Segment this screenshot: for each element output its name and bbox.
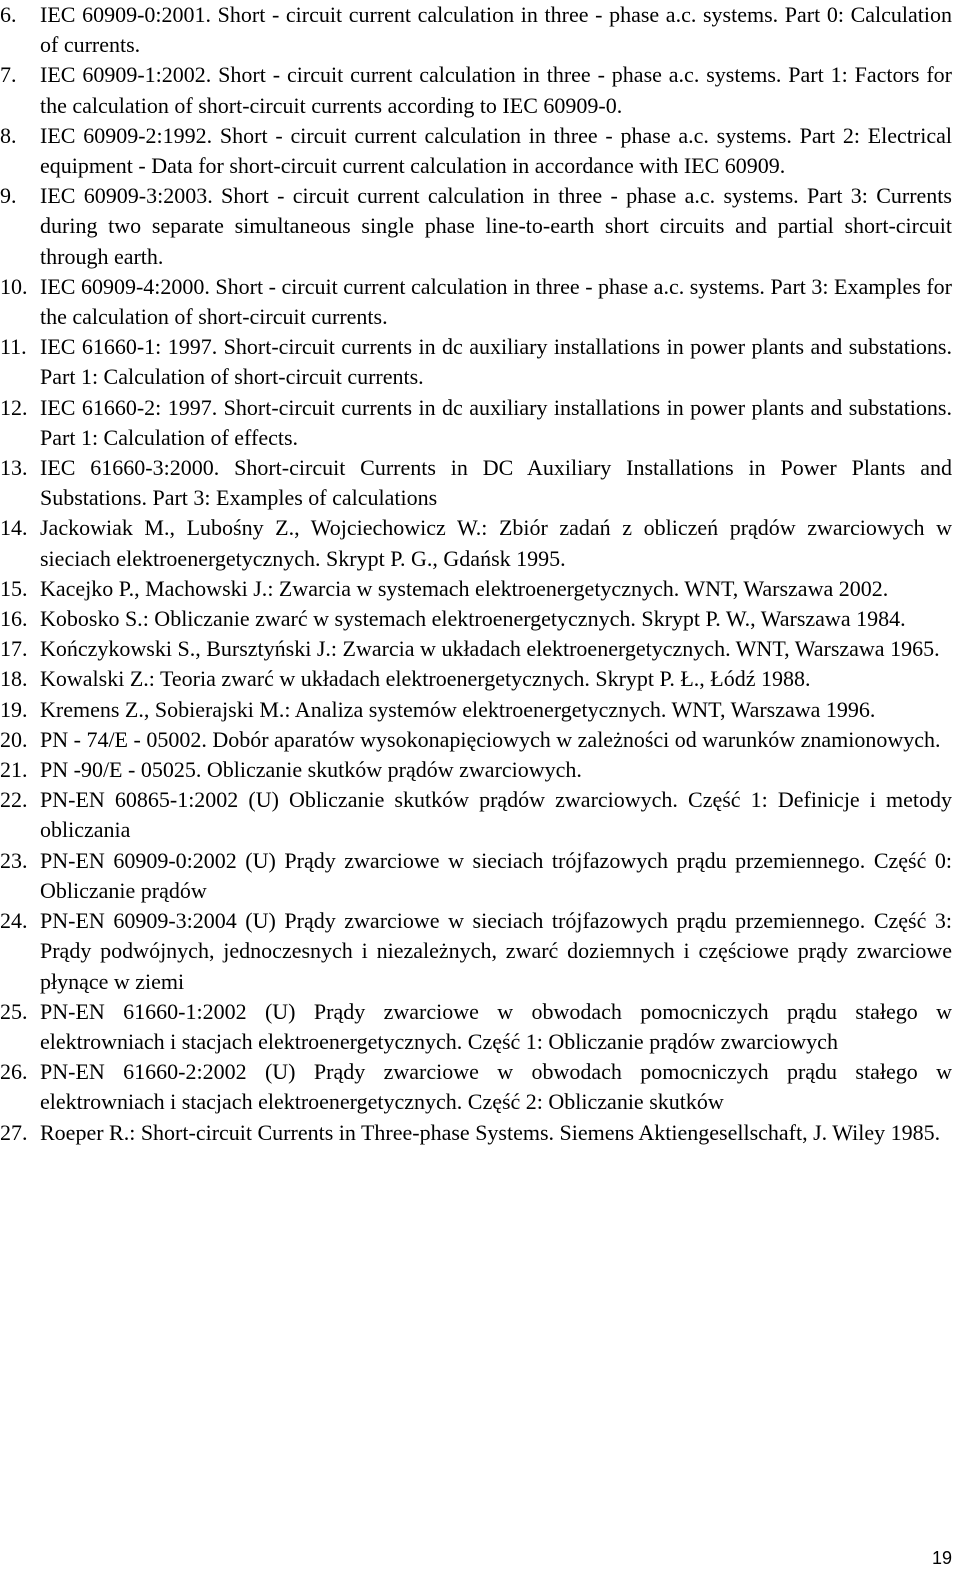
reference-item [0,121,952,181]
reference-title: Short-circuit currents in dc auxiliary installations in power plants and substations. Part 1: Calculation of effects. [40,394,952,450]
reference-item [0,574,952,604]
reference-item [0,393,952,453]
reference-title: Obliczanie skutków prądów zwarciowych. [201,757,582,783]
reference-number: 9. [0,183,17,209]
reference-title: Short - circuit current calculation in three - phase a.c. systems. Part 2: Electrical equipment - Data for short-circuit current calculation in accordance with IEC 60909. [40,122,952,179]
reference-item [0,725,952,755]
reference-number: 15. [0,575,28,601]
reference-number: 6. [0,2,17,27]
reference-number: 11. [0,334,27,360]
reference-number: 14. [0,515,28,541]
reference-title: : Analiza systemów elektroenergetycznych. WNT, Warszawa 1996. [284,696,876,722]
reference-item [0,513,952,573]
reference-source: IEC 61660-2: 1997. [40,394,218,420]
reference-title: Prądy zwarciowe w sieciach trójfazowych prądu przemiennego. Część 0: Obliczanie prądów [40,847,952,903]
reference-title: Obliczanie skutków prądów zwarciowych. Część 1: Definicje i metody obliczania [40,787,952,843]
reference-title: : Teoria zwarć w układach elektroenergetycznych. Skrypt P. Ł., Łódź 1988. [148,666,811,692]
reference-item [0,695,952,725]
reference-item [0,604,952,634]
reference-source: IEC 60909-1:2002. [40,62,212,88]
reference-number: 20. [0,726,28,752]
reference-item [0,453,952,513]
reference-number: 21. [0,757,28,783]
reference-source: PN-EN 60909-3:2004 (U) [40,908,276,934]
reference-item [0,272,952,332]
reference-number: 17. [0,636,28,662]
reference-item [0,1118,952,1148]
reference-source: PN -90/E - 05025. [40,757,202,783]
reference-source: PN-EN 61660-2:2002 (U) [40,1059,296,1085]
reference-number: 18. [0,666,28,692]
reference-number: 16. [0,606,28,632]
reference-source: IEC 60909-2:1992. [40,122,213,148]
reference-number: 10. [0,273,28,299]
reference-title: Short - circuit current calculation in three - phase a.c. systems. Part 1: Factors for the calculation of short-circuit currents according to IEC 60909-0. [40,62,952,118]
reference-item [0,1057,952,1117]
reference-number: 27. [0,1119,28,1145]
reference-number: 19. [0,696,28,722]
reference-title: : Zbiór zadań z obliczeń prądów zwarciowych w sieciach elektroenergetycznych. Skrypt P. G., Gdańsk 1995. [40,515,952,571]
reference-source: Jackowiak M., Lubośny Z., Wojciechowicz W. [40,515,482,541]
reference-title: Short-circuit Currents in DC Auxiliary Installations in Power Plants and Substations. Part 3: Examples of calculations [40,455,952,511]
reference-source: IEC 60909-3:2003. [40,183,213,209]
reference-item [0,997,952,1057]
reference-item [0,60,952,120]
reference-item [0,664,952,694]
reference-item [0,906,952,997]
reference-title: Prądy zwarciowe w sieciach trójfazowych prądu przemiennego. Część 3: Prądy podwójnych, jednoczesnych i niezależnych, zwarć doziemnych i częściowe prądy zwarciowe płynące w ziemi [40,908,952,994]
reference-number: 12. [0,394,28,420]
reference-title: Short-circuit currents in dc auxiliary installations in power plants and substations. Part 1: Calculation of short-circuit currents. [40,334,952,390]
reference-number: 26. [0,1059,28,1085]
reference-item [0,332,952,392]
reference-title: Short - circuit current calculation in three - phase a.c. systems. Part 3: Examples for the calculation of short-circuit currents. [40,273,952,330]
reference-title: Prądy zwarciowe w obwodach pomocniczych prądu stałego w elektrowniach i stacjach elektroenergetycznych. Część 2: Obliczanie skutków [40,1059,952,1115]
reference-number: 8. [0,122,17,148]
reference-source: Kobosko S. [40,606,143,632]
reference-source: PN-EN 60909-0:2002 (U) [40,847,276,873]
reference-source: Kończykowski S., Bursztyński J. [40,636,331,662]
reference-title: : Short-circuit Currents in Three-phase Systems. Siemens Aktiengesellschaft, J. Wiley 1985. [129,1119,941,1145]
reference-title: : Zwarcia w systemach elektroenergetycznych. WNT, Warszawa 2002. [267,575,889,601]
reference-source: Kowalski Z. [40,666,149,692]
reference-number: 13. [0,455,28,481]
reference-item [0,634,952,664]
reference-title: : Obliczanie zwarć w systemach elektroenergetycznych. Skrypt P. W., Warszawa 1984. [142,606,906,632]
reference-item [0,755,952,785]
reference-title: Dobór aparatów wysokonapięciowych w zależności od warunków znamionowych. [206,726,941,752]
reference-source: IEC 60909-4:2000. [40,273,210,299]
reference-item [0,846,952,906]
reference-source: IEC 61660-1: 1997. [40,334,218,360]
reference-item [0,0,952,60]
reference-number: 7. [0,62,17,88]
reference-source: PN-EN 60865-1:2002 (U) [40,787,279,813]
reference-title: Short - circuit current calculation in three - phase a.c. systems. Part 0: Calculation of currents. [40,2,952,58]
reference-title: : Zwarcia w układach elektroenergetycznych. WNT, Warszawa 1965. [330,636,940,662]
reference-source: PN - 74/E - 05002. [40,726,207,752]
reference-number: 24. [0,908,28,934]
reference-number: 25. [0,998,28,1024]
reference-source: Kremens Z., Sobierajski M. [40,696,285,722]
reference-item [0,785,952,845]
reference-source: PN-EN 61660-1:2002 (U) [40,998,296,1024]
page-number: 19 [931,1548,952,1568]
reference-source: IEC 60909-0:2001. [40,2,212,27]
reference-source: Kacejko P., Machowski J. [40,575,268,601]
reference-title: Short - circuit current calculation in three - phase a.c. systems. Part 3: Currents during two separate simultaneous single phase line-to-earth short circuits and partial short-circuit through earth. [40,183,952,269]
reference-number: 23. [0,847,28,873]
reference-source: Roeper R. [40,1119,130,1145]
reference-item [0,181,952,272]
reference-number: 22. [0,787,28,813]
reference-source: IEC 61660-3:2000. [40,455,220,481]
reference-title: Prądy zwarciowe w obwodach pomocniczych prądu stałego w elektrowniach i stacjach elektroenergetycznych. Część 1: Obliczanie prądów zwarciowych [40,998,952,1054]
